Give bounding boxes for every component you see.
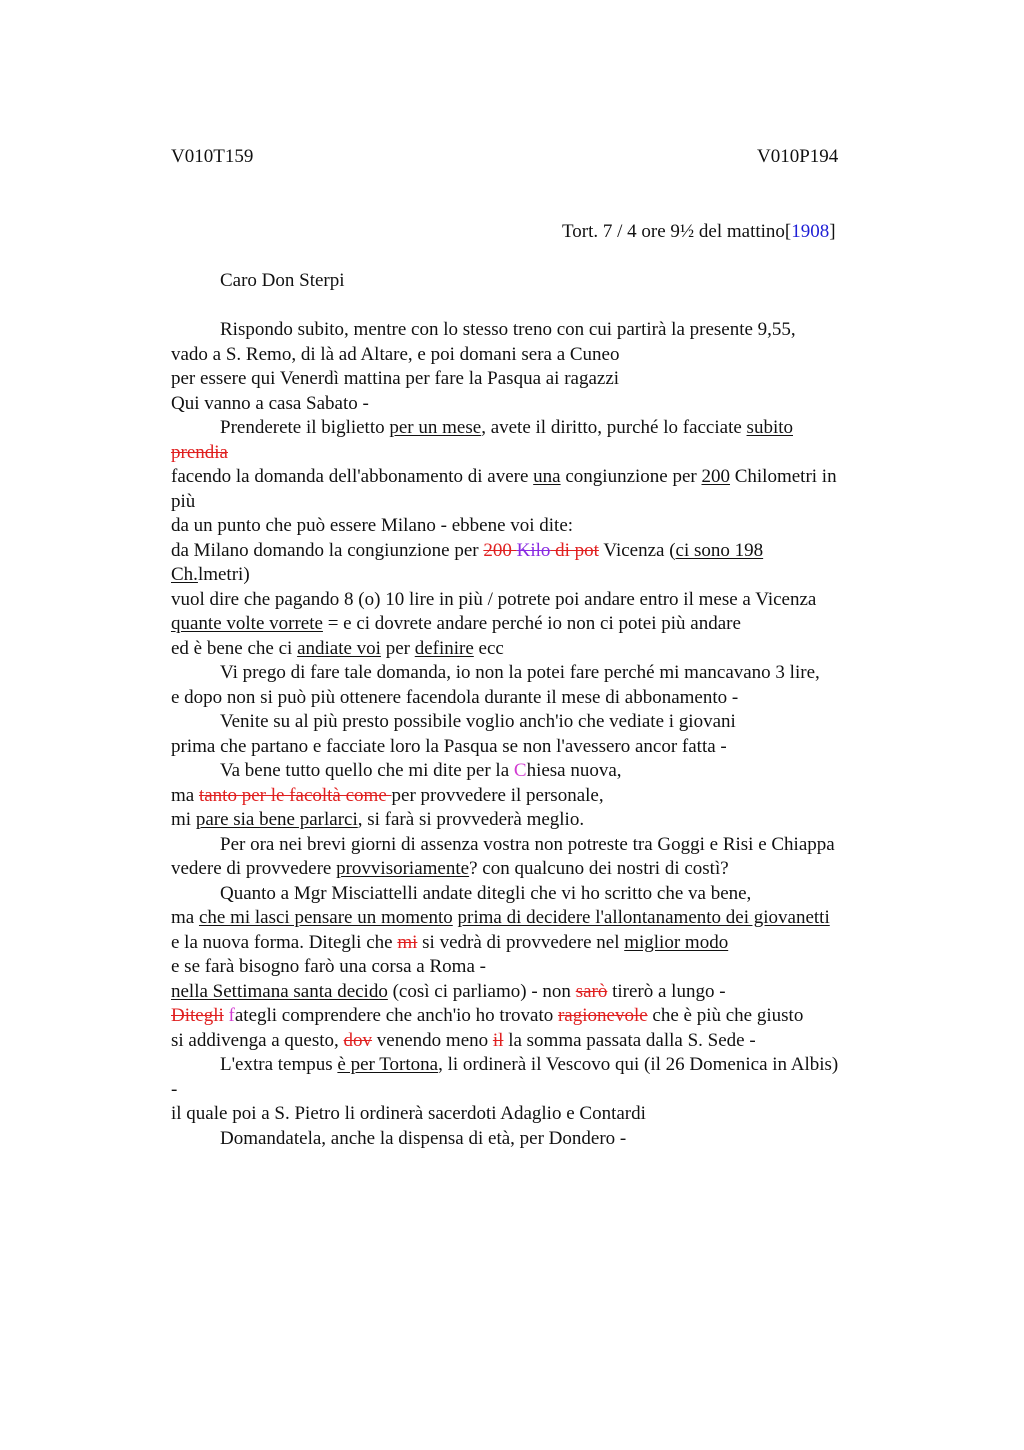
text-run: tirerò a lungo -	[607, 980, 726, 1002]
inserted-text: C	[513, 760, 527, 781]
letter-line: per essere qui Venerdì mattina per fare la Pasqua ai ragazzi	[171, 368, 620, 389]
letter-line	[171, 637, 906, 662]
text-run: si addivenga a questo,	[171, 1029, 344, 1051]
letter-line: Qui vanno a casa Sabato -	[171, 392, 369, 414]
text-run: ecc	[473, 637, 504, 659]
text-run: Va bene tutto quello che mi dite per la	[220, 760, 514, 781]
underlined-text: andiate voi	[297, 637, 381, 659]
text-run: la somma passata dalla S. Sede -	[503, 1029, 756, 1051]
text-run: ed è bene che ci	[171, 637, 298, 659]
text-run: ma	[171, 907, 199, 928]
text-run: , si farà si provvederà meglio.	[357, 809, 585, 830]
deleted-text: ragionevole	[557, 1005, 648, 1026]
text-run: per provvedere il personale,	[391, 784, 604, 806]
text-run: facendo la domanda dell'abbonamento di avere	[171, 466, 534, 487]
deleted-text: mi	[397, 931, 418, 953]
text-run: congiunzione per	[560, 466, 702, 487]
letter-line	[171, 808, 906, 833]
letter-line	[171, 784, 906, 809]
text-run: (così ci parliamo) - non	[387, 980, 576, 1002]
letter-line	[171, 1029, 906, 1054]
deleted-text: 200	[483, 539, 517, 561]
underlined-text: nella Settimana santa decido	[171, 980, 388, 1002]
text-run: Chilometri in	[729, 466, 837, 487]
dateline	[562, 221, 836, 243]
letter-line	[171, 465, 906, 490]
letter-line: il quale poi a S. Pietro li ordinerà sacerdoti Adaglio e Contardi	[171, 1103, 646, 1124]
underlined-text: quante volte vorrete	[171, 613, 323, 634]
underlined-text: miglior modo	[624, 931, 729, 953]
text-run: Vicenza (	[598, 539, 676, 561]
underlined-text: per un mese	[389, 417, 482, 438]
letter-line: vuol dire che pagando 8 (o) 10 lire in più / potrete poi andare entro il mese a Vicenza	[171, 588, 817, 610]
letter-line	[171, 539, 906, 564]
deleted-text: sarò	[575, 980, 608, 1002]
text-run: , avete il diritto, purché lo facciate	[481, 417, 747, 438]
letter-line	[171, 441, 906, 466]
inserted-text: f	[228, 1005, 235, 1026]
letter-line	[171, 759, 906, 784]
dateline-close: ]	[829, 221, 836, 242]
underlined-text: prima di decidere l'allontanamento dei giovanetti	[457, 907, 830, 928]
deleted-text: tanto per le facoltà come	[198, 784, 392, 806]
dateline-text: Tort. 7 / 4 ore 9½ del mattino[	[562, 221, 792, 242]
letter-line: Quanto a Mgr Misciattelli andate ditegli che vi ho scritto che va bene,	[220, 882, 752, 904]
text-run: si vedrà di provvedere nel	[417, 931, 625, 953]
letter-body	[171, 318, 906, 1151]
text-run: hiesa nuova,	[526, 760, 622, 781]
deleted-text: prendia	[171, 441, 228, 463]
text-run: ma	[171, 784, 199, 806]
letter-line	[171, 612, 906, 637]
letter-line: e se farà bisogno farò una corsa a Roma -	[171, 956, 486, 977]
underlined-text: che mi lasci pensare un momento	[198, 907, 453, 928]
underlined-text: ci sono 198	[675, 539, 764, 561]
underlined-text: una	[533, 466, 561, 487]
text-run: , li ordinerà il Vescovo qui (il 26 Domenica in Albis)	[438, 1054, 839, 1075]
letter-line	[171, 1053, 906, 1078]
letter-line: Venite su al più presto possibile voglio anch'io che vediate i giovani	[220, 711, 736, 732]
underlined-text: è per Tortona	[337, 1054, 439, 1075]
letter-line: Rispondo subito, mentre con lo stesso treno con cui partirà la presente 9,55,	[220, 319, 796, 340]
letter-line	[171, 1004, 906, 1029]
text-run: vedere di provvedere	[171, 858, 337, 879]
letter-line: Domandatela, anche la dispensa di età, per Dondero -	[220, 1127, 627, 1149]
text-run: lmetri)	[197, 564, 250, 585]
letter-line: e dopo non si può più ottenere facendola durante il mese di abbonamento -	[171, 686, 739, 708]
underlined-text: definire	[414, 637, 474, 659]
letter-line: prima che partano e facciate loro la Pasqua se non l'avessero ancor fatta -	[171, 735, 727, 757]
text-run: Prenderete il biglietto	[220, 417, 390, 438]
letter-line	[171, 906, 906, 931]
letter-line: più	[171, 490, 196, 512]
letter-line	[171, 563, 906, 588]
text-run: da Milano domando la congiunzione per	[171, 539, 484, 561]
letter-line: vado a S. Remo, di là ad Altare, e poi domani sera a Cuneo	[171, 343, 620, 365]
letter-line: da un punto che può essere Milano - ebbene voi dite:	[171, 515, 574, 536]
deleted-text: dov	[343, 1029, 373, 1051]
deleted-text: di pot	[550, 539, 599, 561]
underlined-text: Ch.	[171, 564, 198, 585]
text-run: ? con qualcuno dei nostri di costì?	[469, 858, 729, 879]
letter-line: -	[171, 1078, 178, 1100]
text-run: ategli comprendere che anch'io ho trovato	[234, 1005, 558, 1026]
letter-line: Vi prego di fare tale domanda, io non la potei fare perché mi mancavano 3 lire,	[220, 662, 820, 683]
text-run: venendo meno	[372, 1029, 493, 1051]
underlined-text: provvisoriamente	[336, 858, 470, 879]
letter-line	[171, 416, 906, 441]
letter-line	[171, 980, 906, 1005]
document-code-right: V010P194	[757, 146, 839, 167]
text-run: e la nuova forma. Ditegli che	[171, 931, 398, 953]
text-run: mi	[171, 809, 196, 830]
letter-line	[171, 931, 906, 956]
letter-line: Per ora nei brevi giorni di assenza vostra non potreste tra Goggi e Risi e Chiappa	[220, 833, 835, 855]
text-run: L'extra tempus	[220, 1054, 338, 1075]
underlined-text: pare sia bene parlarci	[195, 809, 358, 830]
letter-line	[171, 857, 906, 882]
text-run: = e ci dovrete andare perché io non ci potei più andare	[322, 613, 741, 634]
underlined-text: 200	[701, 466, 730, 487]
document-code-left: V010T159	[171, 146, 254, 167]
underlined-text: subito	[746, 417, 793, 438]
deleted-text: il	[492, 1029, 504, 1051]
dateline-year: 1908	[791, 221, 830, 242]
salutation: Caro Don Sterpi	[220, 270, 345, 291]
deleted-text: Ditegli	[171, 1005, 224, 1026]
text-run: per	[380, 637, 415, 659]
text-run: che è più che giusto	[647, 1005, 804, 1026]
deleted-text-alt: Kilo	[516, 539, 551, 561]
